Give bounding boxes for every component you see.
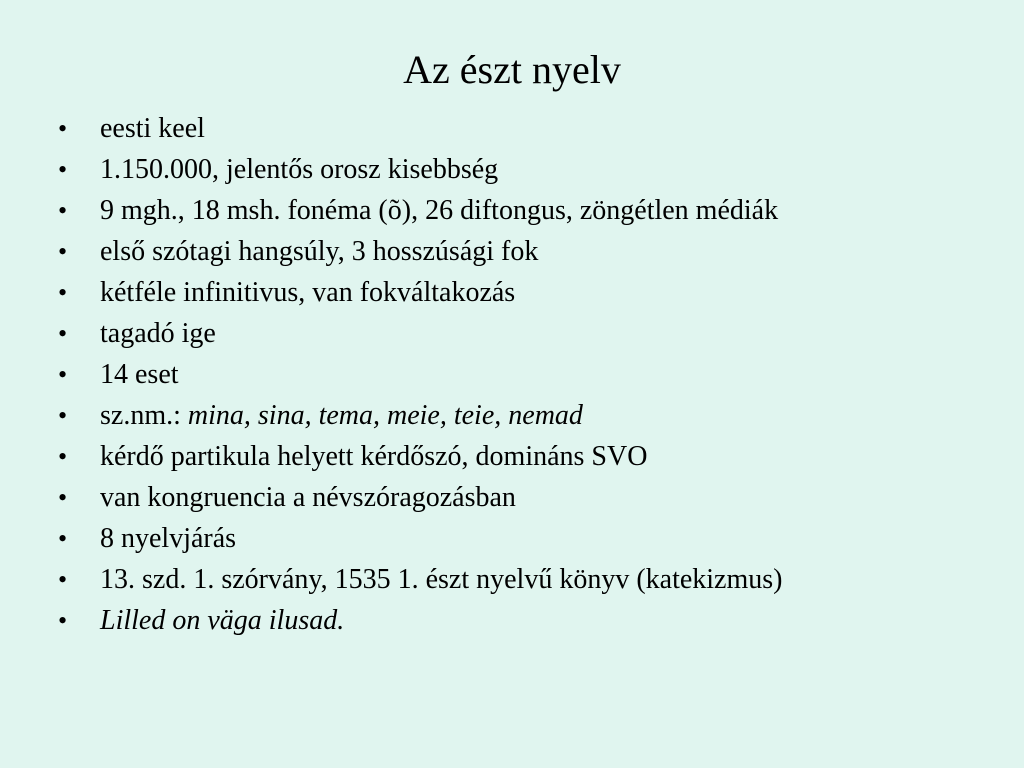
bullet-icon: • [58,114,68,143]
bullet-text: van kongruencia a névszóragozásban [100,482,516,513]
bullet-text: kérdő partikula helyett kérdőszó, domináns SVO [100,441,648,472]
bullet-text: 1.150.000, jelentős orosz kisebbség [100,154,499,185]
example-sentence: Lilled on väga ilusad. [100,605,345,636]
bullet-text: tagadó ige [100,318,216,349]
bullet-item [58,272,988,313]
bullet-item [58,149,988,190]
bullet-item [58,436,988,477]
bullet-item [58,108,988,149]
bullet-icon: • [58,442,68,471]
bullet-icon: • [58,606,68,635]
slide-title: Az észt nyelv [403,47,621,92]
bullet-icon: • [58,401,68,430]
bullet-item [58,354,988,395]
bullet-item [58,395,988,436]
bullet-icon: • [58,196,68,225]
bullet-item [58,518,988,559]
bullet-icon: • [58,360,68,389]
bullet-text: 13. szd. 1. szórvány, 1535 1. észt nyelvű könyv (katekizmus) [100,564,783,595]
bullet-text [100,395,583,436]
bullet-icon: • [58,524,68,553]
bullet-text: eesti keel [100,113,205,144]
pronoun-list: mina, sina, tema, meie, teie, nemad [187,400,583,431]
bullet-item [58,190,988,231]
pronoun-prefix: sz.nm.: [100,400,188,431]
bullet-item [58,600,988,641]
bullet-text: 8 nyelvjárás [100,523,237,554]
bullet-item [58,477,988,518]
bullet-icon: • [58,155,68,184]
bullet-text: 14 eset [100,359,179,390]
bullet-item [58,231,988,272]
bullet-text: első szótagi hangsúly, 3 hosszúsági fok [100,236,539,267]
bullet-text: kétféle infinitivus, van fokváltakozás [100,277,516,308]
bullet-item [58,313,988,354]
bullet-icon: • [58,483,68,512]
bullet-text: 9 mgh., 18 msh. fonéma (õ), 26 diftongus, zöngétlen médiák [100,195,779,226]
bullet-list [58,108,988,641]
bullet-icon: • [58,319,68,348]
bullet-icon: • [58,278,68,307]
bullet-icon: • [58,565,68,594]
bullet-icon: • [58,237,68,266]
bullet-item [58,559,988,600]
